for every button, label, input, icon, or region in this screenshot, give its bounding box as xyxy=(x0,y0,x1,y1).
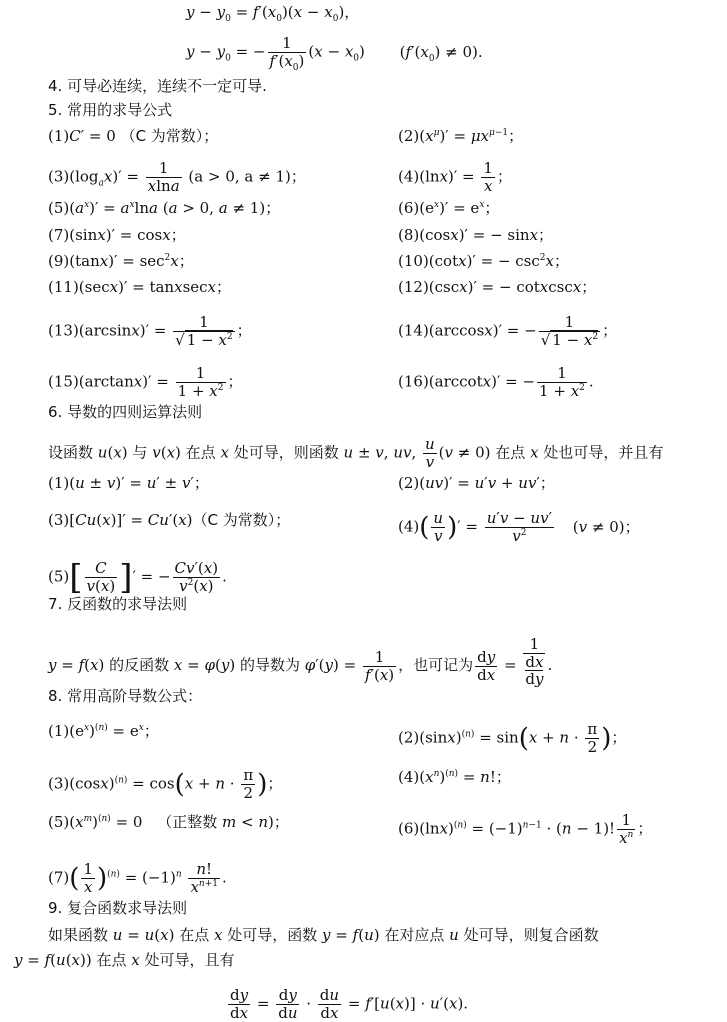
formula-5-5: $(5)(a^x)' = a^x\ln a$ (a > 0, a ≠ 1)； xyxy=(48,199,281,217)
tangent-line-equation: $y - y_0 = f'(x_0)(x - x_0)$， xyxy=(186,3,360,24)
section-6-intro: 设函数 u(x) 与 v(x) 在点 x 处可导，则函数 u ± v, uv, $\frac{u}{v}$ (v ≠ 0) 在点 x 处也可导，并且有 xyxy=(48,435,664,471)
formula-5-3: $(3)(\log_ax)'$ = $\frac{1}{xlna}$ (a > 0, a ≠ 1)； xyxy=(48,159,306,195)
formula-5-16: (16)(arccotx)′ = − $\frac{1}{1 + x^2}$ . xyxy=(398,364,594,400)
formula-5-11: (11)(secx)′ = tanxsecx； xyxy=(48,278,232,296)
formula-6-2: (2)(uv)′ = u′v + uv′； xyxy=(398,474,555,492)
section-8-heading: 8. 常用高阶导数公式： xyxy=(48,687,203,705)
section-6-heading: 6. 导数的四则运算法则 xyxy=(48,403,203,421)
inverse-function-rule: y = f(x) 的反函数 x = φ(y) 的导数为 φ′(y) = $\frac{1}{f'(x)}$ ，也可记为 $\frac{dy}{dx}$ = 1 dx dy . xyxy=(48,635,553,688)
section-7-heading: 7. 反函数的求导法则 xyxy=(48,595,188,613)
formula-8-2: $(2)(\sin x)^{(n)} = \sin(x + n$ · $\frac{\pi}{2}$ )； xyxy=(398,720,627,756)
formula-5-6: $(6)(e^x)' = e^x$； xyxy=(398,199,500,217)
formula-6-3: (3)[Cu(x)]′ = Cu′(x)（C 为常数）； xyxy=(48,511,291,529)
formula-5-4: (4)(lnx)′ = $\frac{1}{x}$ ； xyxy=(398,159,512,195)
formula-8-1: $(1)(e^x)^{(n)} = e^x$； xyxy=(48,722,159,740)
formula-5-15: (15)(arctanx)′ = $\frac{1}{1 + x^2}$ ； xyxy=(48,364,243,400)
formula-6-4: (4)( $\frac{u}{v}$ )′ = $\frac{u'v - uv'}{v^2}$ (v ≠ 0)； xyxy=(398,509,640,545)
formula-5-9: $(9)(\tan x)' = \sec^2x$； xyxy=(48,252,194,270)
section-9-text-2: y = f(u(x)) 在点 x 处可导，且有 xyxy=(14,951,235,969)
formula-5-8: (8)(cosx)′ = − sinx； xyxy=(398,226,554,244)
section-5-heading: 5. 常用的求导公式 xyxy=(48,101,173,119)
formula-8-4: $(4)(x^n)^{(n)} = n$!； xyxy=(398,768,511,786)
condition-a: (a > 0, a ≠ 1)； xyxy=(188,167,306,186)
formula-5-2: $(2)(x^\mu)' = \mu x^{\mu-1}$； xyxy=(398,127,524,145)
formula-8-6: $(6)(\ln x)^{(n)} = (-1)^{n-1} \cdot (n - 1)$! $\frac{1}{x^n}$ ； xyxy=(398,811,653,847)
formula-5-13: (13)(arcsinx)′ = $\frac{1}{√ 1 - x^2}$ ； xyxy=(48,313,252,349)
formula-8-5: $(5)(x^m)^{(n)} = 0$ （正整数 m < n)； xyxy=(48,813,289,831)
formula-5-10: (10)(cotx)′ = − $\csc^2x$； xyxy=(398,252,569,270)
formula-5-12: (12)(cscx)′ = − cotxcscx； xyxy=(398,278,597,296)
formula-8-7: (7)( $\frac{1}{x}$ )$^{(n)} = (-1)^n$ $\frac{n!}{x^{n+1}}$ . xyxy=(48,860,227,896)
formula-5-1: (1)C′ = 0 （C 为常数）； xyxy=(48,127,219,145)
section-4-heading: 4. 可导必连续，连续不一定可导. xyxy=(48,77,267,95)
formula-8-3: $(3)(\cos x)^{(n)} = \cos(x + n$ · $\frac{\pi}{2}$ )； xyxy=(48,766,283,802)
section-9-text-1: 如果函数 u = u(x) 在点 x 处可导，函数 y = f(u) 在对应点 u 处可导，则复合函数 xyxy=(48,926,599,944)
chain-rule-formula: $\frac{dy}{dx}$ = $\frac{dy}{du}$ · $\frac{du}{dx}$ = f′[u(x)] · u′(x). xyxy=(230,986,469,1022)
formula-6-1: (1)(u ± v)′ = u′ ± v′； xyxy=(48,474,209,492)
constant-note: （C 为常数）； xyxy=(120,127,219,145)
formula-6-5: (5)[ $\frac{C}{v(x)}$ ]′ = − $\frac{Cv'(x)}{v^2(x)}$ . xyxy=(48,557,227,598)
formula-5-14: (14)(arccosx)′ = − $\frac{1}{√ 1 - x^2}$ ； xyxy=(398,313,618,349)
section-9-heading: 9. 复合函数求导法则 xyxy=(48,899,188,917)
formula-5-7: (7)(sinx)′ = cosx； xyxy=(48,226,186,244)
normal-line-equation: $y - y_0$ = − $\frac{1}{f'(x_0)}$ $(x - x_0)$ $(f'(x_0) \ne 0)$. xyxy=(186,34,483,73)
